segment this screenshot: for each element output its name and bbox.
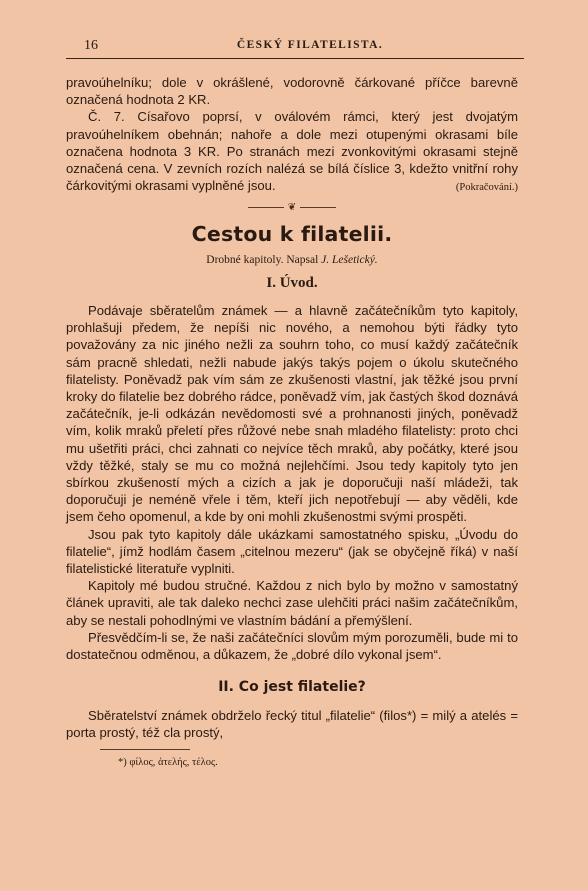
intro-paragraph-2-text: Č. 7. Císařovo poprsí, v oválovém rámci, který jest dvojatým pravoúhelníkem obehnán; nahoře a dole mezi otupenými okrasami bíle označena hodnota 3 KR. Po stranách mezi zvonkovitými okrasami stejně označená cena. V zevních rozích nalézá se bílá číslice 3, kdežto vnitřní rohy čárkovitými okrasami vyplněné jsou. <box>66 109 518 194</box>
page-body <box>66 74 518 771</box>
intro-paragraph-1: pravoúhelníku; dole v okrášlené, vodorovně čárkované příčce barevně označená hodnota 2 KR. <box>66 75 518 108</box>
byline <box>66 252 518 269</box>
intro-paragraph-2 <box>66 108 518 194</box>
footnote: *) φίλος, ἀτελής, τέλος. <box>118 756 218 768</box>
article-paragraph: Přesvědčím-li se, že naši začátečníci slovům mým porozuměli, bude mi to dostatečnou odměnou, a důkazem, že „dobré dílo vykonal jsem“. <box>66 629 518 663</box>
author-name: J. Lešetický. <box>321 253 378 266</box>
continued-note: (Pokračování.) <box>455 182 518 194</box>
article-paragraph: Podávaje sběratelům známek — a hlavně začátečníkům tyto kapitoly, prohlašuji předem, že nepíši nic nového, a nemohou býti řádky tyto považovány za nic jiného nežli za souhrn toho, co musí každý začátečník sám pracně shledati, nežli nabude jakýs takýs pojem o úkolu skutečného filatelisty. Poněvadž pak vím sám ze zkušenosti vlastní, jak těžké jsou první kroky do filatelie bez dobrého rádce, poněvadž vím, jak častých škod doznává začátečník, je-li odkázán nevědomosti své a prohnanosti jiných, poněvadž vím, kolik mraků přeletí přes růžové nebe snah mladého filatelisty: proto chci mu ušetřiti práci, chci zahnati co nejvíce těch mraků, aby počátky, které jsou vždy těžké, staly se mu co možná nejlehčími. Jsou tedy kapitoly tyto jen sbírkou zkušeností mých a cizích a jak je doporučuji naší mládeži, tak doporučuji je neméně vřele i těm, kteří jich nepotřebují — aby věděli, kde jsem čeho opomenul, a kde by oni mohli zkušenostmi svými prospěti. <box>66 303 518 525</box>
section-heading-2: II. Co jest filatelie? <box>218 679 366 696</box>
page-header <box>66 36 524 59</box>
article-paragraph: Jsou pak tyto kapitoly dále ukázkami samostatného spisku, „Úvodu do filatelie“, jímž hodlám časem „citelnou mezeru“ (jak se obyčejně říká) v naší filatelistické literatuře vyplniti. <box>66 526 518 577</box>
article-title: Cestou k filatelii. <box>191 222 393 247</box>
divider-line-right <box>300 207 336 208</box>
section-heading-1: I. Úvod. <box>266 274 318 291</box>
article-paragraph: Kapitoly mé budou stručné. Každou z nich bylo by možno v samostatný článek upraviti, ale tak daleko nechci zase ulehčiti práci našim začátečníkům, aby se nestali pohodlnými ve vlastním bádání a přemýšlení. <box>66 578 518 628</box>
divider-line-left <box>248 207 284 208</box>
footnote-rule <box>100 749 190 750</box>
section-divider <box>66 198 518 216</box>
byline-prefix: Drobné kapitoly. Napsal <box>206 253 319 266</box>
ornament-icon: ❦ <box>287 201 297 213</box>
running-title: ČESKÝ FILATELISTA. <box>236 39 384 51</box>
article-paragraph-last: Sběratelství známek obdrželo řecký titul „filatelie“ (filos*) = milý a atelés = porta prostý, též cla prostý, <box>66 707 518 740</box>
page-number: 16 <box>84 38 98 53</box>
